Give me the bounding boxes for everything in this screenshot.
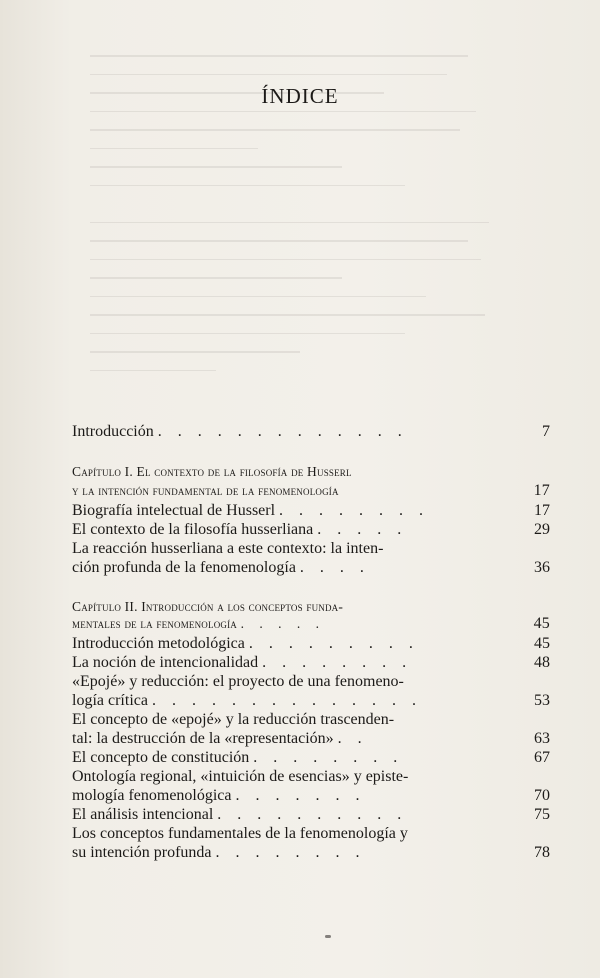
entry-title-line-1: El concepto de «epojé» y la reducción trascenden-	[72, 711, 395, 728]
entry-title: El análisis intencional	[72, 806, 214, 823]
page-number: 53	[534, 692, 550, 709]
dot-leader: . . . . . . . .	[253, 749, 404, 766]
toc-entry	[72, 672, 550, 692]
ink-mark	[325, 935, 331, 938]
dot-leader: . . . . . . . .	[279, 502, 430, 519]
entry-title-line-2: ción profunda de la fenomenología	[72, 559, 296, 576]
toc-entry	[72, 634, 550, 654]
dot-leader: . .	[337, 730, 368, 747]
page-number: 45	[533, 615, 550, 632]
page-number: 63	[534, 730, 550, 747]
dot-leader: . . . . . . .	[235, 787, 366, 804]
entry-title-line-1: La reacción husserliana a este contexto: la inten-	[72, 540, 384, 557]
page-number: 75	[534, 806, 550, 823]
dot-leader: . . . .	[299, 559, 370, 576]
dot-leader: . . . . . . . . . .	[217, 806, 408, 823]
toc-entry	[72, 767, 550, 787]
entry-title: Introducción metodológica	[72, 635, 245, 652]
entry-title: Biografía intelectual de Husserl	[72, 502, 276, 519]
page-number: 70	[534, 787, 550, 804]
page-number: 67	[534, 749, 550, 766]
dot-leader: . . . . . . . .	[262, 654, 413, 671]
entry-title-line-1: Los conceptos fundamentales de la fenomenología y	[72, 825, 408, 842]
entry-title-line-2: su intención profunda	[72, 844, 212, 861]
toc-entry	[72, 786, 550, 806]
toc-entry	[72, 710, 550, 730]
dot-leader: . . . . . . . . . . . . .	[157, 423, 408, 440]
entry-title: La noción de intencionalidad	[72, 654, 259, 671]
toc-entry	[72, 748, 550, 768]
toc-entry	[72, 539, 550, 559]
entry-title: El contexto de la filosofía husserliana	[72, 521, 314, 538]
toc-entry	[72, 501, 550, 521]
page-number: 45	[534, 635, 550, 652]
page-number: 7	[542, 423, 550, 440]
chapter-title-line-1: Capítulo I. El contexto de la filosofía de Husserl	[72, 464, 352, 479]
page-number: 48	[534, 654, 550, 671]
chapter-title-line-2: y la intención fundamental de la fenomenología	[72, 483, 339, 498]
dot-leader: . . . . .	[240, 616, 325, 631]
chapter-title-line-1: Capítulo II. Introducción a los conceptos funda-	[72, 599, 344, 614]
toc-entry	[72, 843, 550, 863]
toc-entry	[72, 691, 550, 711]
page-number: 17	[534, 502, 550, 519]
entry-title-line-2: mología fenomenológica	[72, 787, 232, 804]
page-number: 29	[534, 521, 550, 538]
chapter-heading	[72, 614, 550, 634]
entry-title-line-1: Ontología regional, «intuición de esencias» y episte-	[72, 768, 409, 785]
toc-entry	[72, 653, 550, 673]
page-number: 17	[533, 482, 550, 499]
chapter-heading	[72, 462, 550, 482]
entry-title-line-2: logía crítica	[72, 692, 148, 709]
page-number: 78	[534, 844, 550, 861]
toc-entry	[72, 520, 550, 540]
entry-title: Introducción	[72, 423, 154, 440]
entry-title-line-2: tal: la destrucción de la «representación»	[72, 730, 334, 747]
chapter-title-line-2: mentales de la fenomenología	[72, 616, 237, 631]
entry-title-line-1: «Epojé» y reducción: el proyecto de una fenomeno-	[72, 673, 404, 690]
toc-entry	[72, 824, 550, 844]
page-title: ÍNDICE	[261, 84, 339, 109]
dot-leader: . . . . . . . .	[215, 844, 366, 861]
dot-leader: . . . . .	[317, 521, 408, 538]
toc-entry	[72, 558, 550, 578]
chapter-heading	[72, 481, 550, 501]
page-number: 36	[534, 559, 550, 576]
dot-leader: . . . . . . . . .	[248, 635, 419, 652]
entry-title: El concepto de constitución	[72, 749, 250, 766]
toc-entry	[72, 729, 550, 749]
toc-entry	[72, 805, 550, 825]
dot-leader: . . . . . . . . . . . . . .	[151, 692, 422, 709]
toc-entry	[72, 422, 550, 442]
